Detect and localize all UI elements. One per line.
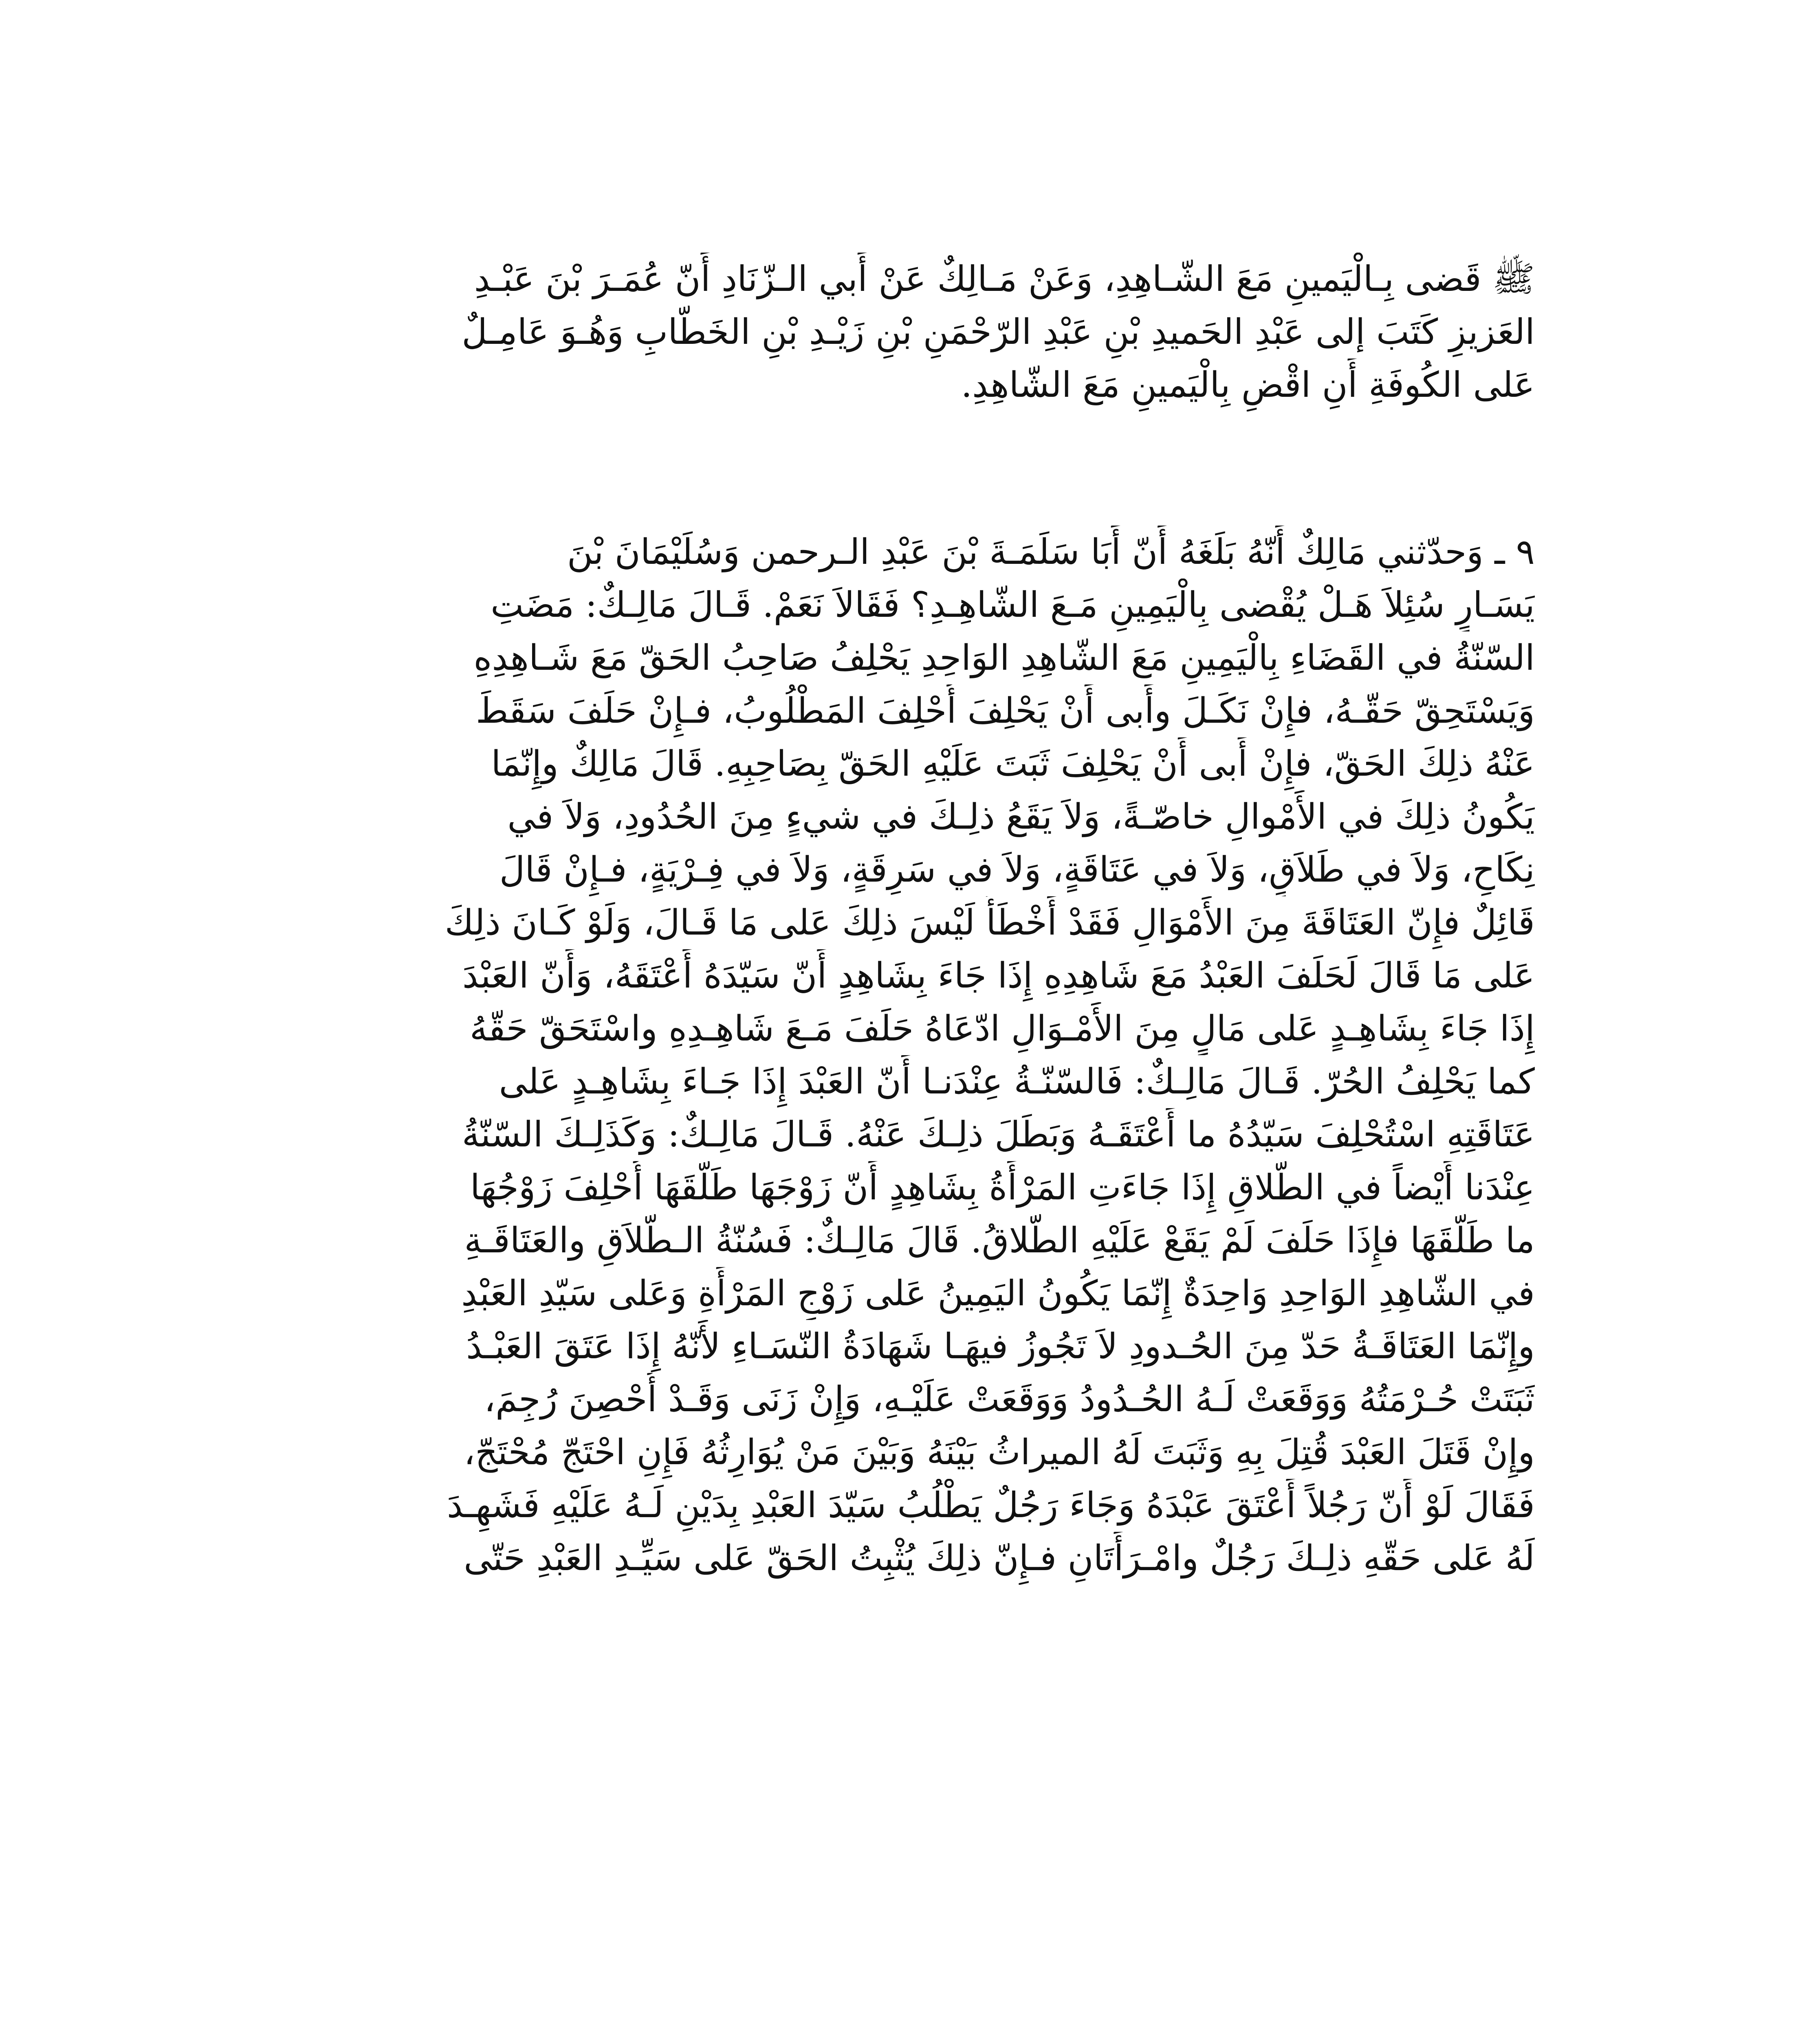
text-line: ما طَلّقَهَا فإِذَا حَلَفَ لَمْ يَقَعْ عَلَيْهِ الطّلاقُ. قَالَ مَالِـكٌ: فَسُنّةُ الـطّلاَقِ والعَتَاقَـةِ bbox=[464, 1220, 1535, 1261]
text-line: يَسَـارٍ سُئِلاَ هَـلْ يُقْضى بِالْيَمِينِ مَـعَ الشّاهِـدِ؟ فَقَالاَ نَعَمْ. قَـالَ مَالِـكٌ: مَضَتِ bbox=[491, 585, 1535, 625]
text-line: السّنّةُ في القَضَاءِ بِالْيَمِينِ مَعَ الشّاهِدِ الوَاحِدِ يَحْلِفُ صَاحِبُ الحَقّ مَعَ شَـاهِدِهِ bbox=[473, 638, 1535, 678]
text-line: وَيَسْتَحِقّ حَقّـهُ، فإِنْ نَكَـلَ وأَبى أَنْ يَحْلِفَ أُحْلِفَ المَطْلُوبُ، فـإِنْ حَلَفَ سَقَطَ bbox=[475, 691, 1535, 731]
text-line: عَتَاقَتِهِ اسْتُحْلِفَ سَيّدُهُ ما أَعْتَقَـهُ وَبَطَلَ ذلِـكَ عَنْهُ. قَـالَ مَالِـكٌ: وَكَذَلِـكَ السّنّةُ bbox=[462, 1114, 1535, 1155]
text-line: في الشّاهِدِ الوَاحِدِ وَاحِدَةٌ إِنّمَا يَكُونُ اليَمِينُ عَلى زَوْجِ المَرْأَةِ وَعَلى سَيّدِ العَبْدِ bbox=[461, 1273, 1535, 1314]
text-line: نِكَاحٍ، وَلاَ في طَلاَقٍ، وَلاَ في عَتَاقَةٍ، وَلاَ في سَرِقَةٍ، وَلاَ في فِـرْيَةٍ، فـإِنْ قَالَ bbox=[499, 849, 1535, 890]
text-line: ثَبَتَتْ حُـرْمَتُهُ وَوَقَعَتْ لَـهُ الحُـدُودُ وَوَقَعَتْ عَلَيْـهِ، وَإِنْ زَنَى وَقَـدْ أُحْصِنَ رُجِمَ، bbox=[484, 1379, 1535, 1420]
text-line: قَائِلٌ فإِنّ العَتَاقَةَ مِنَ الأَمْوَالِ فَقَدْ أَخْطَأَ لَيْسَ ذلِكَ عَلى مَا قَـالَ، وَلَوْ كَـانَ ذلِكَ bbox=[445, 902, 1535, 943]
text-line: عِنْدَنا أَيْضاً في الطّلاقِ إِذَا جَاءَتِ المَرْأَةُ بِشَاهِدٍ أَنّ زَوْجَهَا طَلّقَهَا أُحْلِفَ زَوْجُهَا bbox=[470, 1167, 1535, 1208]
text-line: عَنْهُ ذلِكَ الحَقّ، فإِنْ أَبى أَنْ يَحْلِفَ ثَبَتَ عَلَيْهِ الحَقّ بِصَاحِبِهِ. قَالَ مَالِكٌ وإِنّمَا bbox=[491, 744, 1535, 784]
text-line: العَزيزِ كَتَبَ إلى عَبْدِ الحَميدِ بْنِ عَبْدِ الرّحْمَنِ بْنِ زَيْـدِ بْنِ الخَطّابِ وَهُـوَ عَامِـلٌ bbox=[462, 312, 1535, 352]
text-line: عَلى الكُوفَةِ أَنِ اقْضِ بِالْيَمينِ مَعَ الشّاهِدِ. bbox=[961, 365, 1535, 405]
text-line: فَقَالَ لَوْ أَنّ رَجُلاً أَعْتَقَ عَبْدَهُ وَجَاءَ رَجُلٌ يَطْلُبُ سَيّدَ العَبْدِ بِدَيْنٍ لَـهُ عَلَيْهِ فَشَهِـدَ bbox=[447, 1485, 1535, 1526]
text-line: عَلى مَا قَالَ لَحَلَفَ العَبْدُ مَعَ شَاهِدِهِ إِذَا جَاءَ بِشَاهِدٍ أَنّ سَيّدَهُ أَعْتَقَهُ، وَأَنّ العَبْدَ bbox=[462, 955, 1535, 996]
main-paragraph bbox=[285, 526, 1535, 1585]
text-line: ٩ ـ وَحدّثني مَالِكٌ أَنّهُ بَلَغَهُ أَنّ أَبَا سَلَمَـةَ بْنَ عَبْدِ الـرحمن وَسُلَيْمَانَ بْنَ bbox=[567, 532, 1535, 572]
text-line: وإِنْ قَتَلَ العَبْدَ قُتِلَ بِهِ وَثَبَتَ لَهُ الميراثُ بَيْنَهُ وَبَيْنَ مَنْ يُوَارِثُهُ فَإِنِ احْتَجّ مُحْتَجّ، bbox=[464, 1432, 1535, 1473]
text-line: يَكُونُ ذلِكَ في الأَمْوالِ خاصّـةً، وَلاَ يَقَعُ ذلِـكَ في شيءٍ مِنَ الحُدُودِ، وَلاَ في bbox=[507, 796, 1535, 837]
intro-paragraph bbox=[285, 253, 1535, 411]
text-line: إِذَا جَاءَ بِشَاهِـدٍ عَلى مَالٍ مِنَ الأَمْـوَالِ ادّعَاهُ حَلَفَ مَـعَ شَاهِـدِهِ واسْتَحَقّ حَقّهُ bbox=[469, 1008, 1535, 1049]
text-line: وإِنّمَا العَتَاقَـةُ حَدّ مِنَ الحُـدودِ لاَ تَجُوزُ فيهَـا شَهَادَةُ النّسَـاءِ لأَنّهُ إِذَا عَتَقَ العَبْـدُ bbox=[466, 1326, 1535, 1367]
text-line: لَهُ عَلى حَقّهِ ذلِـكَ رَجُلٌ وامْـرَأَتَانِ فـإِنّ ذلِكَ يُثْبِتُ الحَقّ عَلى سَيِّـدِ العَبْدِ حَتّى bbox=[464, 1538, 1535, 1579]
text-line: كما يَحْلِفُ الحُرّ. قَـالَ مَالِـكٌ: فَالسّنّـةُ عِنْدَنـا أَنّ العَبْدَ إِذَا جَـاءَ بِشَاهِـدٍ عَلى bbox=[499, 1061, 1535, 1102]
text-line: ﷺ قَضى بِـالْيَمينِ مَعَ الشّـاهِدِ، وَعَنْ مَـالِكٌ عَنْ أَبي الـزّنَادِ أَنّ عُمَـرَ بْنَ عَبْـدِ bbox=[474, 259, 1535, 299]
